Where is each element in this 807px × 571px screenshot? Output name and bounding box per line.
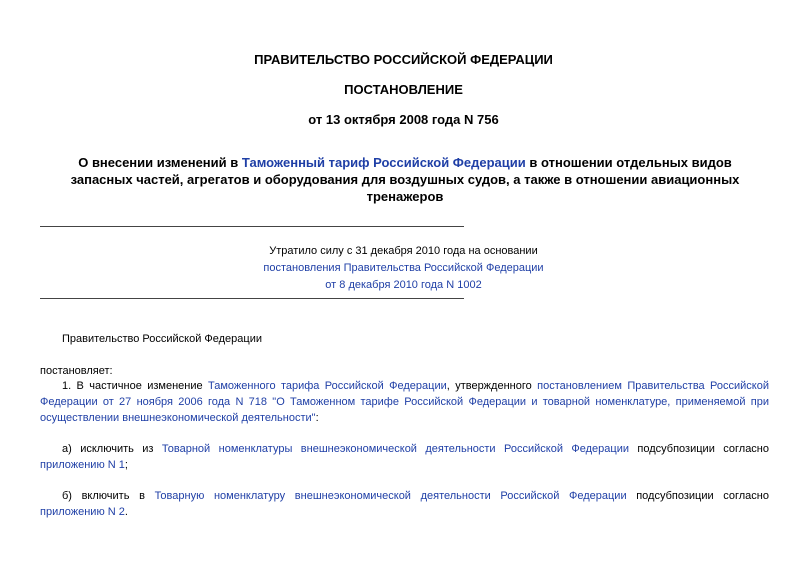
top-divider: [40, 226, 464, 227]
item-b-link-appendix-2[interactable]: приложению N 2: [40, 506, 125, 518]
item-a-link-appendix-1[interactable]: приложению N 1: [40, 459, 125, 471]
document-date: от 13 октября 2008 года N 756: [308, 112, 499, 127]
item-1-link-resolution[interactable]: постановлением Правительства Российской Федерации от 27 ноября 2006 года N 718 "О Таможенном тарифе Российской Федерации и товарной номенклатуре, применяемой при осуществлении внешнеэкономической деятельности": [40, 380, 769, 424]
item-b-text-start: б) включить в: [62, 490, 155, 502]
item-b-text-mid: подсубпозиции согласно: [626, 490, 769, 502]
resolves-paragraph: постановляет:: [40, 365, 113, 377]
item-1-text-start: 1. В частичное изменение: [62, 380, 209, 392]
item-1-text-end: :: [315, 412, 319, 424]
item-a-text-mid: подсубпозиции согласно: [629, 443, 770, 455]
item-b-link-nomenclature[interactable]: Товарную номенклатуру внешнеэкономической деятельности Российской Федерации: [154, 490, 627, 502]
bottom-divider: [40, 298, 464, 299]
item-1-link-tariff[interactable]: Таможенного тарифа Российской Федерации: [208, 380, 447, 392]
item-a-paragraph: [40, 441, 769, 473]
item-a-link-nomenclature[interactable]: Товарной номенклатуры внешнеэкономической деятельности Российской Федерации: [161, 443, 629, 455]
item-a-text-start: а) исключить из: [62, 443, 162, 455]
title-text-end: в отношении отдельных видов запасных частей, агрегатов и оборудования для воздушных судов, а также в отношении авиационных тренажеров: [70, 155, 740, 204]
item-b-paragraph: [40, 488, 769, 520]
government-heading: ПРАВИТЕЛЬСТВО РОССИЙСКОЙ ФЕДЕРАЦИИ: [254, 52, 553, 67]
document-title: [60, 154, 750, 205]
document-type: ПОСТАНОВЛЕНИЕ: [344, 82, 463, 97]
item-b-text-end: .: [124, 506, 128, 518]
title-link-customs-tariff[interactable]: Таможенный тариф Российской Федерации: [241, 155, 526, 170]
intro-paragraph: Правительство Российской Федерации: [62, 333, 262, 345]
repeal-note-link-resolution[interactable]: постановления Правительства Российской Федерации: [263, 262, 544, 274]
item-1-paragraph: [40, 378, 769, 426]
item-a-text-end: ;: [124, 459, 128, 471]
item-1-text-mid: , утвержденного: [446, 380, 538, 392]
repeal-note: [0, 243, 807, 294]
repeal-note-text: Утратило силу с 31 декабря 2010 года на основании: [269, 245, 538, 257]
title-text-start: О внесении изменений в: [78, 155, 242, 170]
repeal-note-link-date[interactable]: от 8 декабря 2010 года N 1002: [325, 279, 482, 291]
